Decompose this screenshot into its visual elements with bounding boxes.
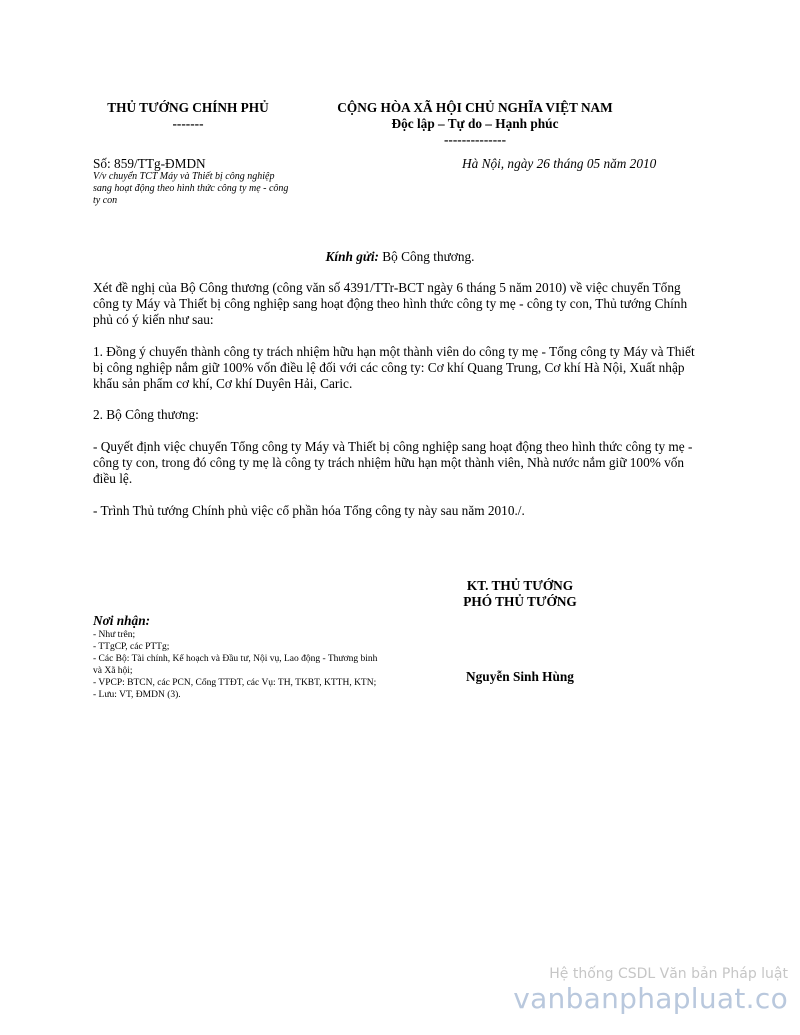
- recipients-heading: Nơi nhận:: [93, 613, 151, 628]
- authority-rule: -------: [172, 116, 204, 131]
- watermark-site: vanbanphapluat.co: [513, 982, 788, 1015]
- body-paragraph-1: Xét đề nghị của Bộ Công thương (công văn số 4391/TTr-BCT ngày 6 tháng 5 năm 2010) về việc chuyển Tổng công ty Máy và Thiết bị công nghiệp sang hoạt động theo hình thức công ty mẹ - công ty con, Thủ tướng Chính phủ có ý kiến như sau:: [93, 280, 688, 327]
- issuing-authority: THỦ TƯỚNG CHÍNH PHỦ: [107, 100, 269, 115]
- recipient-item: - TTgCP, các PTTg;: [93, 642, 170, 652]
- signature-title-line2: PHÓ THỦ TƯỚNG: [463, 594, 577, 609]
- body-paragraph-5: - Trình Thủ tướng Chính phủ việc cổ phần hóa Tổng công ty này sau năm 2010./.: [93, 503, 525, 518]
- issuing-authority-block: [98, 100, 278, 132]
- salutation-label: Kính gửi:: [325, 249, 379, 264]
- recipient-item: - Lưu: VT, ĐMDN (3).: [93, 690, 181, 700]
- document-summary: V/v chuyển TCT Máy và Thiết bị công nghiệp sang hoạt động theo hình thức công ty mẹ - công ty con: [93, 171, 289, 206]
- recipient-item: - Các Bộ: Tài chính, Kế hoạch và Đầu tư, Nội vụ, Lao động - Thương binh và Xã hội;: [93, 654, 378, 676]
- body-paragraph-3: 2. Bộ Công thương:: [93, 407, 199, 422]
- national-header-block: [320, 100, 630, 148]
- signature-title-line1: KT. THỦ TƯỚNG: [466, 578, 574, 593]
- salutation-recipient: Bộ Công thương.: [378, 249, 475, 264]
- salutation: [93, 249, 707, 265]
- body-paragraph-4: - Quyết định việc chuyển Tổng công ty Máy và Thiết bị công nghiệp sang hoạt động theo hình thức công ty mẹ - công ty con, trong đó công ty mẹ là công ty trách nhiệm hữu hạn một thành viên, Nhà nước nắm giữ 100% vốn điều lệ.: [93, 439, 693, 486]
- body-paragraph-2: 1. Đồng ý chuyển thành công ty trách nhiệm hữu hạn một thành viên do công ty mẹ - Tổng công ty Máy và Thiết bị công nghiệp nắm giữ 100% vốn điều lệ đối với các công ty: Cơ khí Quang Trung, Cơ khí Hà Nội, Xuất nhập khẩu sản phẩm cơ khí, Cơ khí Duyên Hải, Caric.: [93, 344, 695, 391]
- national-motto: Độc lập – Tự do – Hạnh phúc: [391, 116, 559, 131]
- recipients-list: [93, 629, 383, 701]
- signature-title-block: [440, 578, 600, 610]
- national-title: CỘNG HÒA XÃ HỘI CHỦ NGHĨA VIỆT NAM: [337, 100, 613, 115]
- watermark-caption: Hệ thống CSDL Văn bản Pháp luật: [549, 966, 788, 982]
- recipient-item: - Như trên;: [93, 630, 136, 640]
- recipient-item: - VPCP: BTCN, các PCN, Cổng TTĐT, các Vụ: TH, TKBT, KTTH, KTN;: [93, 678, 377, 688]
- motto-rule: --------------: [444, 132, 506, 147]
- document-date: Hà Nội, ngày 26 tháng 05 năm 2010: [462, 156, 657, 171]
- document-number: Số: 859/TTg-ĐMDN: [93, 156, 206, 171]
- signer-name: Nguyễn Sinh Hùng: [466, 669, 574, 684]
- recipients-block: [93, 613, 383, 701]
